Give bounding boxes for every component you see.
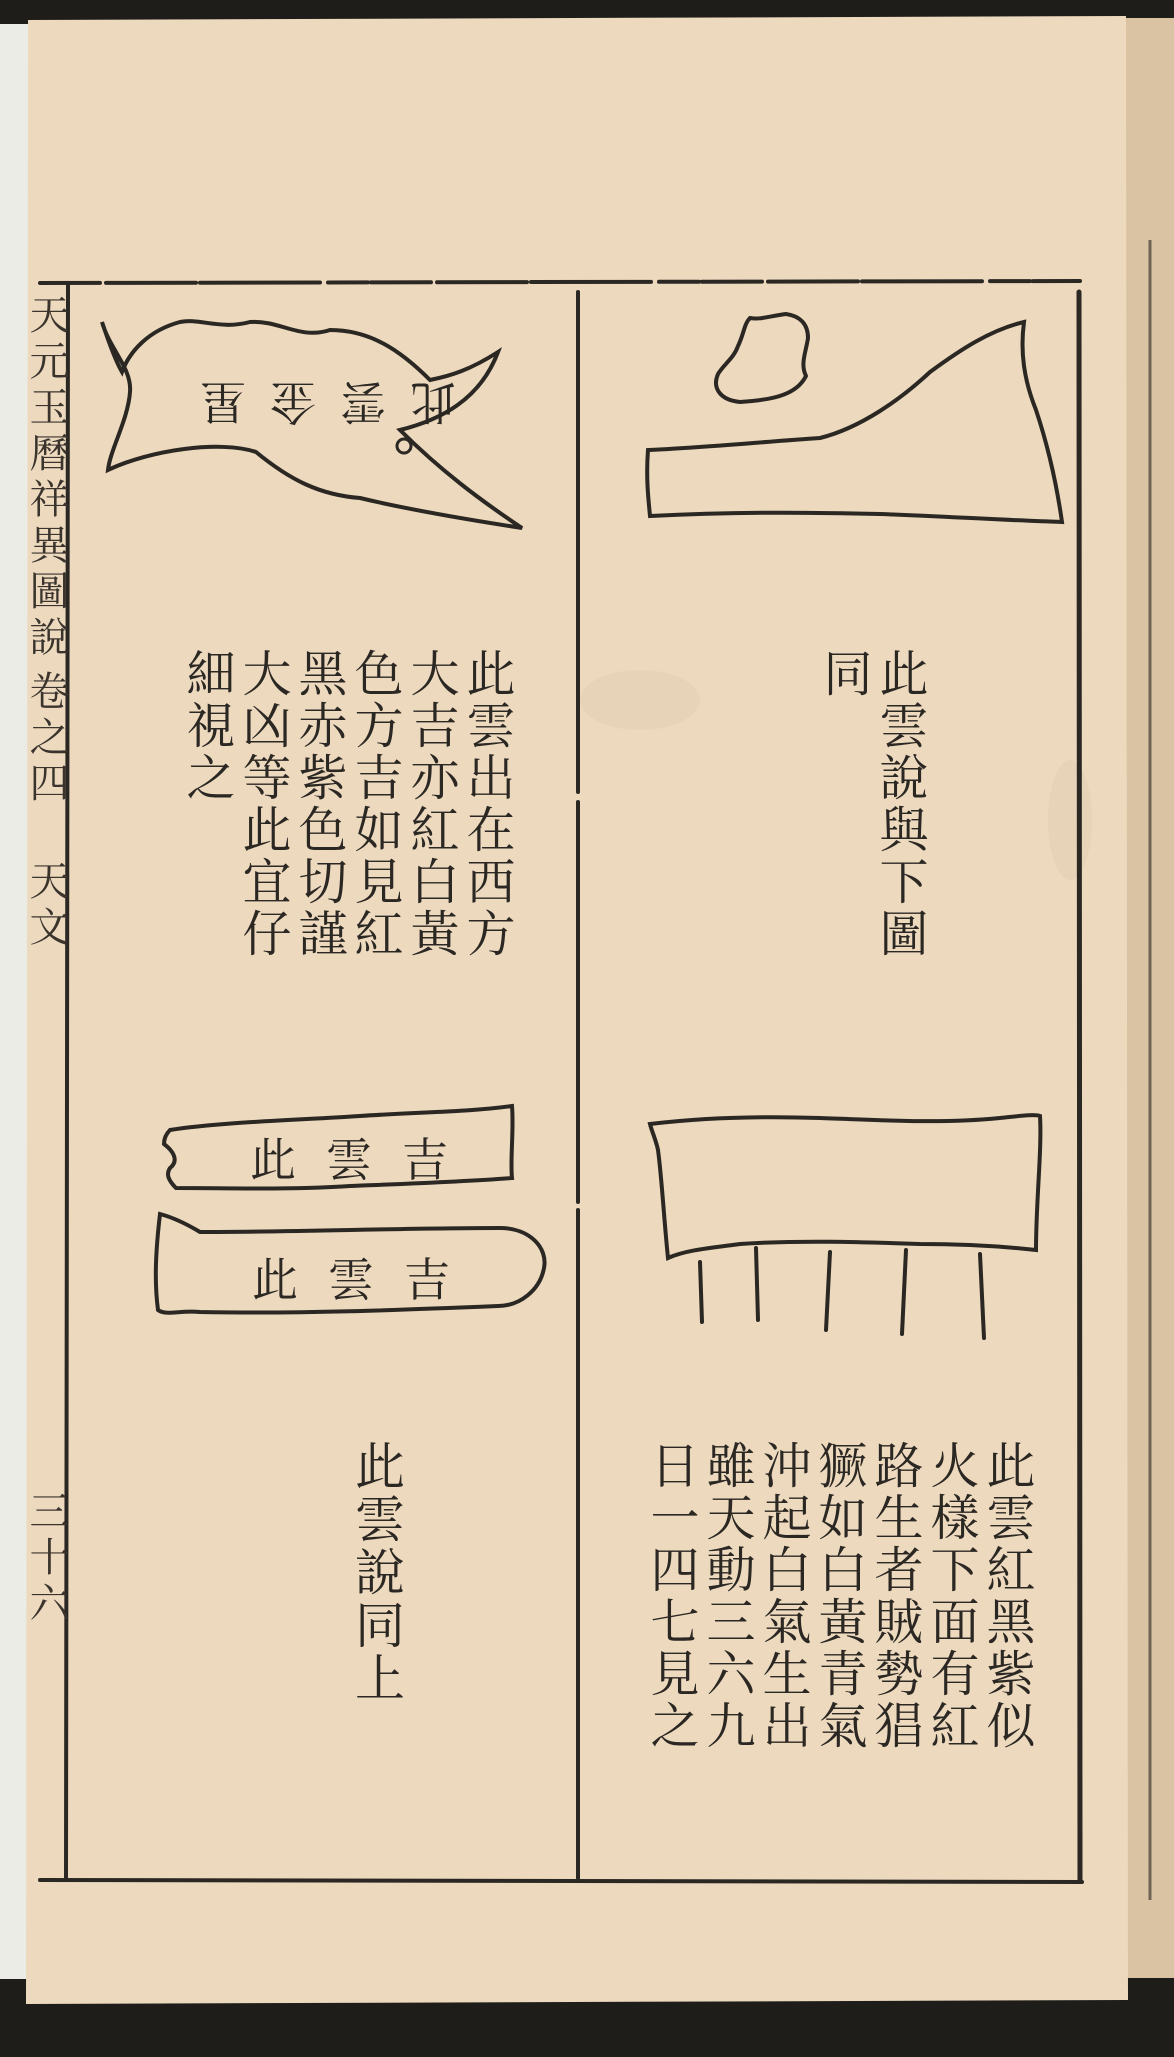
left-text-col-2: 大吉亦紅白黃 [403, 648, 460, 960]
right-bottom-col-4: 獗如白黃青氣 [811, 1440, 868, 1752]
left-bottom-text: 此雲說同上 [347, 1440, 405, 1705]
right-bottom-col-2: 火樣下面有紅 [923, 1440, 980, 1752]
margin-book-title: 天元玉曆祥異圖說 [23, 294, 69, 662]
cloud-label-star: 此雲金星 [176, 375, 456, 429]
left-text-col-1: 此雲出在西方 [459, 648, 516, 960]
cloud-label-2: 此雲吉 [250, 1133, 478, 1187]
right-bottom-col-3: 路生者賊勢猖 [867, 1440, 924, 1752]
right-bottom-col-1: 此雲紅黑紫似 [979, 1440, 1036, 1752]
left-top-text [175, 648, 515, 1098]
left-text-col-5: 大凶等此宜仔 [235, 648, 292, 960]
right-mid-col-1: 此雲說與下圖 [872, 648, 929, 960]
margin-subject: 天文 [23, 860, 69, 952]
left-text-col-4: 黑赤紫色切謹 [291, 648, 348, 960]
right-mid-col-2: 同 [816, 648, 873, 700]
right-middle-text [808, 648, 928, 1088]
left-text-col-3: 色方吉如見紅 [347, 648, 404, 960]
right-bottom-col-7: 日一四七見之 [643, 1440, 700, 1752]
next-leaf [1120, 18, 1174, 1978]
left-text-col-6: 細視之 [179, 648, 236, 804]
margin-folio: 三十六 [23, 1490, 69, 1628]
right-bottom-text [625, 1440, 1035, 1880]
margin-volume: 卷之四 [23, 670, 69, 808]
right-bottom-col-5: 沖起白氣生出 [755, 1440, 812, 1752]
right-bottom-col-6: 雖天動三六九 [699, 1440, 756, 1752]
cloud-label-3: 此雲吉 [252, 1253, 480, 1307]
